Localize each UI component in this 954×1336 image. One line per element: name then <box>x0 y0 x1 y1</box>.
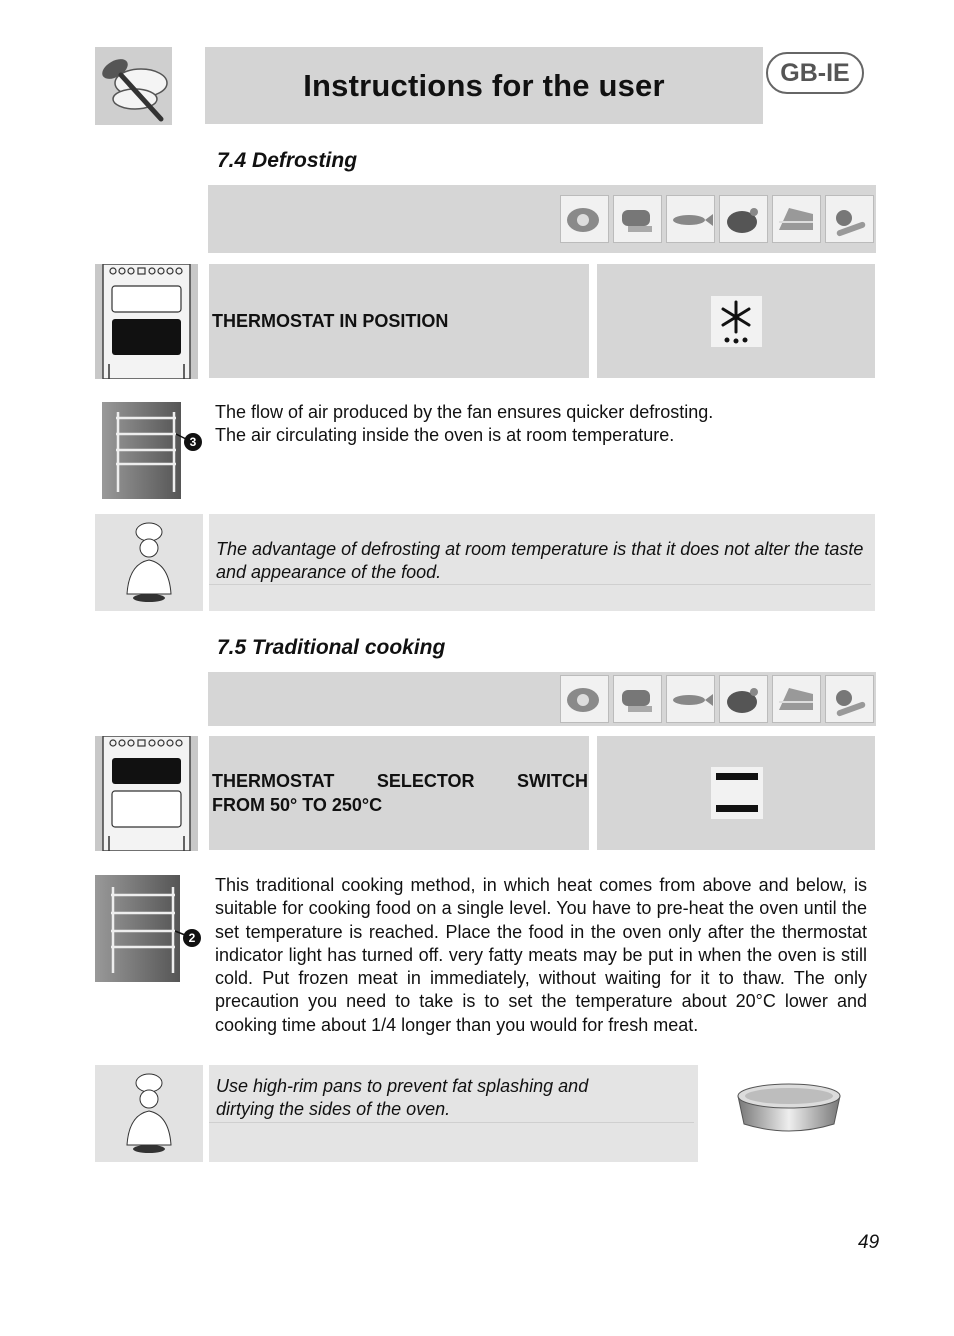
oven-lower-cavity-icon <box>95 264 198 379</box>
region-badge: GB-IE <box>766 52 864 94</box>
vegetables-icon <box>825 675 874 723</box>
vegetables-icon <box>825 195 874 243</box>
snowflake-defrost-icon <box>711 296 762 347</box>
oven-shelf-level-2-icon <box>95 875 205 982</box>
fish-icon <box>666 675 715 723</box>
oven-shelf-level-3-icon <box>102 402 197 499</box>
page-number: 49 <box>858 1232 880 1253</box>
roast-chicken-icon <box>719 195 768 243</box>
defrost-symbol-panel <box>597 264 875 378</box>
logo-icon <box>95 47 172 125</box>
top-element-bar <box>716 773 758 780</box>
heating-symbol-panel <box>597 736 875 850</box>
thermostat-setting-label <box>209 736 589 850</box>
chef-icon <box>95 1065 203 1162</box>
ham-icon <box>560 675 609 723</box>
ham-icon <box>560 195 609 243</box>
traditional-tip-box <box>209 1065 698 1162</box>
roast-chicken-icon <box>719 675 768 723</box>
defrosting-description <box>215 401 867 448</box>
tip-line: Use high-rim pans to prevent fat splashing and <box>216 1076 589 1096</box>
bottom-element-bar <box>716 805 758 812</box>
description-line: The flow of air produced by the fan ensures quicker defrosting. <box>215 402 714 422</box>
divider <box>209 584 871 585</box>
defrosting-tip-box <box>209 514 875 611</box>
cake-icon <box>772 675 821 723</box>
traditional-cooking-description: This traditional cooking method, in which heat comes from above and below, is suitable for cooking food on a single level. You have to pre-heat the oven until the set temperature is reached. Place the food in the oven only after the thermostat indicator light has turned off. very fatty meats may be put in when the oven is still cold. Put frozen meat in immediately, without waiting for it to thaw. The only precaution you need to take is to set the temperature about 20°C lower and cooking time about 1/4 longer than you would for fresh meat. <box>215 875 867 1035</box>
section-title-defrosting: 7.4 Defrosting <box>217 149 358 172</box>
divider <box>209 1122 694 1123</box>
setting-label-line-2: FROM 50° TO 250°C <box>212 795 383 815</box>
tip-line: dirtying the sides of the oven. <box>216 1099 451 1119</box>
thermostat-setting-label: THERMOSTAT IN POSITION <box>209 264 589 378</box>
setting-label-word: THERMOSTAT <box>212 771 335 791</box>
defrosting-tip-text: The advantage of defrosting at room temperature is that it does not alter the taste and appearance of the food. <box>216 539 864 582</box>
high-rim-pan-icon <box>734 1078 844 1138</box>
shelf-level-number: 2 <box>188 931 196 945</box>
setting-label-word: SWITCH <box>516 771 588 791</box>
top-bottom-heating-icon <box>711 767 763 819</box>
food-icons-bar <box>208 672 876 726</box>
food-icons-bar <box>208 185 876 253</box>
traditional-tip-text <box>216 1075 696 1121</box>
page-header-title: Instructions for the user <box>205 47 763 124</box>
section-title-traditional-cooking: 7.5 Traditional cooking <box>217 636 446 659</box>
chef-icon <box>95 514 203 611</box>
bread-icon <box>613 675 662 723</box>
oven-upper-cavity-icon <box>95 736 198 851</box>
description-line: The air circulating inside the oven is at room temperature. <box>215 425 675 446</box>
setting-label-word: SELECTOR <box>376 771 475 791</box>
fish-icon <box>666 195 715 243</box>
setting-label-line-1 <box>212 769 588 793</box>
bread-icon <box>613 195 662 243</box>
cake-icon <box>772 195 821 243</box>
shelf-level-number: 3 <box>189 435 197 449</box>
